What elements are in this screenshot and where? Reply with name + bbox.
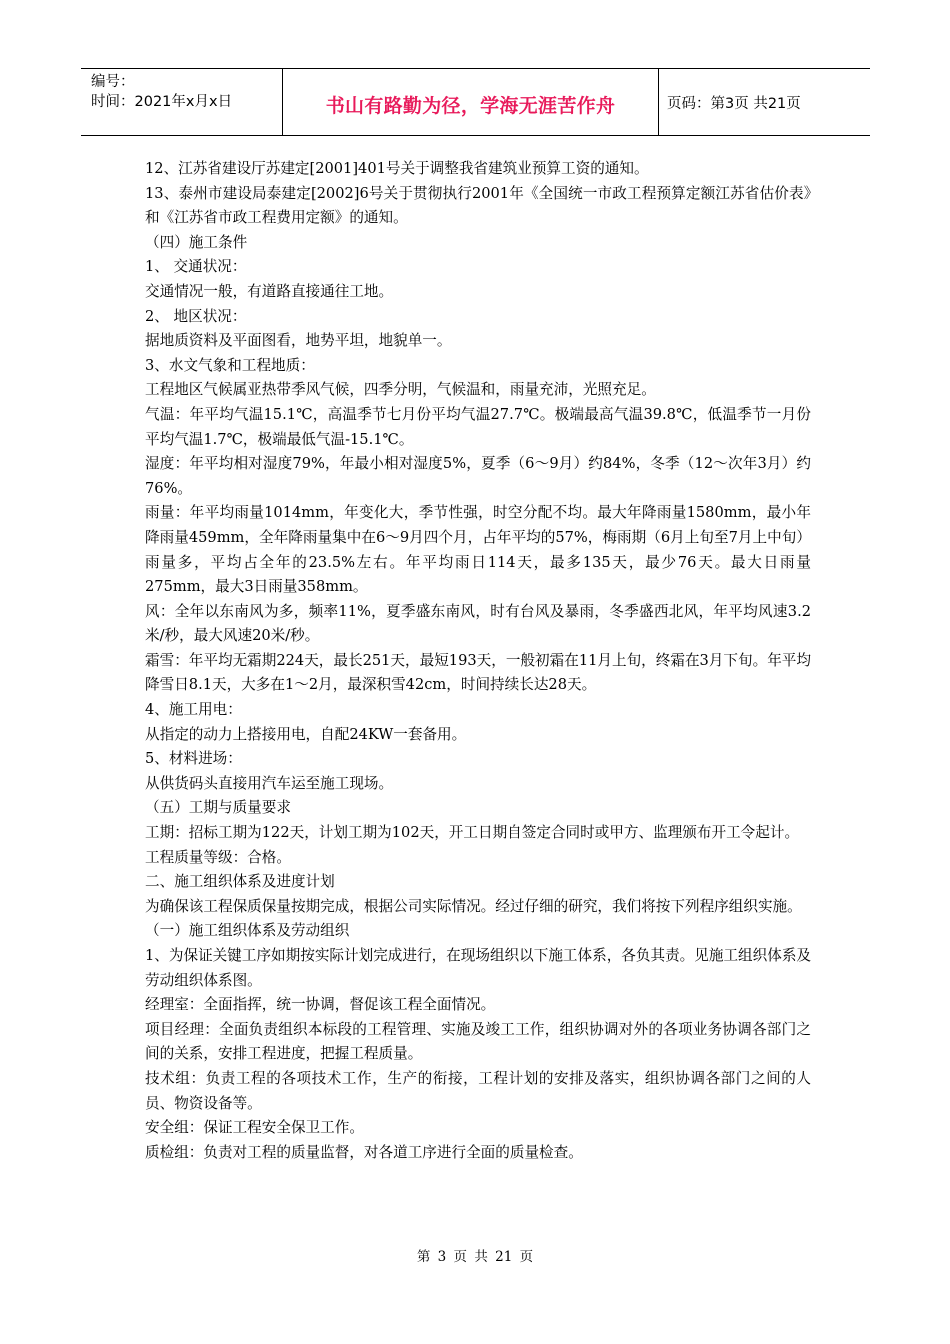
document-date: 时间：2021年x月x日: [91, 94, 233, 110]
paragraph: 工程质量等级：合格。: [145, 848, 291, 866]
page-footer: 第 3 页 共 21 页: [416, 1249, 534, 1265]
document-body: [145, 157, 811, 1165]
header-meta: [81, 69, 283, 135]
paragraph: 交通情况一般，有道路直接通往工地。: [145, 282, 394, 300]
paragraph: 1、为保证关键工序如期按实际计划完成进行，在现场组织以下施工体系，各负其责。见施工组织体系及劳动组织体系图。: [145, 947, 812, 989]
paragraph: 气温：年平均气温15.1℃，高温季节七月份平均气温27.7℃。极端最高气温39.8℃，低温季节一月份平均气温1.7℃，极端最低气温-15.1℃。: [145, 405, 811, 448]
paragraph: 质检组：负责对工程的质量监督，对各道工序进行全面的质量检查。: [145, 1143, 583, 1161]
section-heading: 二、施工组织体系及进度计划: [145, 873, 335, 891]
paragraph: 2、 地区状况：: [145, 307, 247, 325]
header-page-info: 页码：第3页 共21页: [667, 95, 801, 112]
section-heading: （一）施工组织体系及劳动组织: [145, 922, 350, 940]
header-motto: 书山有路勤为径，学海无涯苦作舟: [283, 69, 659, 135]
paragraph: 湿度：年平均相对湿度79%，年最小相对湿度5%，夏季（6～9月）约84%，冬季（12～次年3月）约76%。: [145, 455, 811, 497]
paragraph: 风：全年以东南风为多，频率11%，夏季盛东南风，时有台风及暴雨，冬季盛西北风，年平均风速3.2米/秒，最大风速20米/秒。: [145, 602, 811, 645]
paragraph: 安全组：保证工程安全保卫工作。: [145, 1119, 364, 1137]
page-header: [81, 68, 870, 136]
document-number-label: 编号：: [91, 74, 135, 90]
paragraph: 13、泰州市建设局泰建定[2002]6号关于贯彻执行2001年《全国统一市政工程预算定额江苏省估价表》和《江苏省市政工程费用定额》的通知。: [145, 184, 811, 227]
paragraph: 据地质资料及平面图看，地势平坦，地貌单一。: [145, 332, 452, 350]
paragraph: 工程地区气候属亚热带季风气候，四季分明，气候温和，雨量充沛，光照充足。: [145, 381, 656, 399]
paragraph: 5、材料进场：: [145, 750, 242, 768]
paragraph: 从指定的动力上搭接用电，自配24KW一套备用。: [145, 725, 467, 743]
paragraph: 项目经理：全面负责组织本标段的工程管理、实施及竣工工作，组织协调对外的各项业务协调各部门之间的关系，安排工程进度，把握工程质量。: [145, 1020, 811, 1063]
paragraph: 1、 交通状况：: [145, 258, 247, 276]
section-heading: （五）工期与质量要求: [145, 799, 291, 817]
paragraph: 技术组：负责工程的各项技术工作，生产的衔接，工程计划的安排及落实，组织协调各部门之间的人员、物资设备等。: [145, 1069, 811, 1112]
paragraph: 霜雪：年平均无霜期224天，最长251天，最短193天，一般初霜在11月上旬，终霜在3月下旬。年平均降雪日8.1天，大多在1～2月，最深积雪42cm，时间持续长达28天。: [145, 651, 811, 694]
paragraph: 工期：招标工期为122天，计划工期为102天，开工日期自签定合同时或甲方、监理颁布开工令起计。: [145, 824, 800, 842]
paragraph: 3、水文气象和工程地质：: [145, 356, 315, 374]
paragraph: 雨量：年平均雨量1014mm，年变化大，季节性强，时空分配不均。最大年降雨量1580mm，最小年降雨量459mm，全年降雨量集中在6～9月四个月，占年平均的57%，梅雨期（6月上旬至7月上中旬）雨量多，平均占全年的23.5%左右。年平均雨日114天，最多135天，最少76天。最大日雨量275mm，最大3日雨量358mm。: [145, 504, 811, 596]
paragraph: 从供货码头直接用汽车运至施工现场。: [145, 774, 394, 792]
paragraph: 12、江苏省建设厅苏建定[2001]401号关于调整我省建筑业预算工资的通知。: [145, 160, 649, 177]
section-heading: （四）施工条件: [145, 233, 248, 251]
paragraph: 4、施工用电：: [145, 701, 242, 719]
paragraph: 经理室：全面指挥，统一协调，督促该工程全面情况。: [145, 996, 496, 1014]
paragraph: 为确保该工程保质保量按期完成，根据公司实际情况。经过仔细的研究，我们将按下列程序组织实施。: [145, 897, 802, 915]
